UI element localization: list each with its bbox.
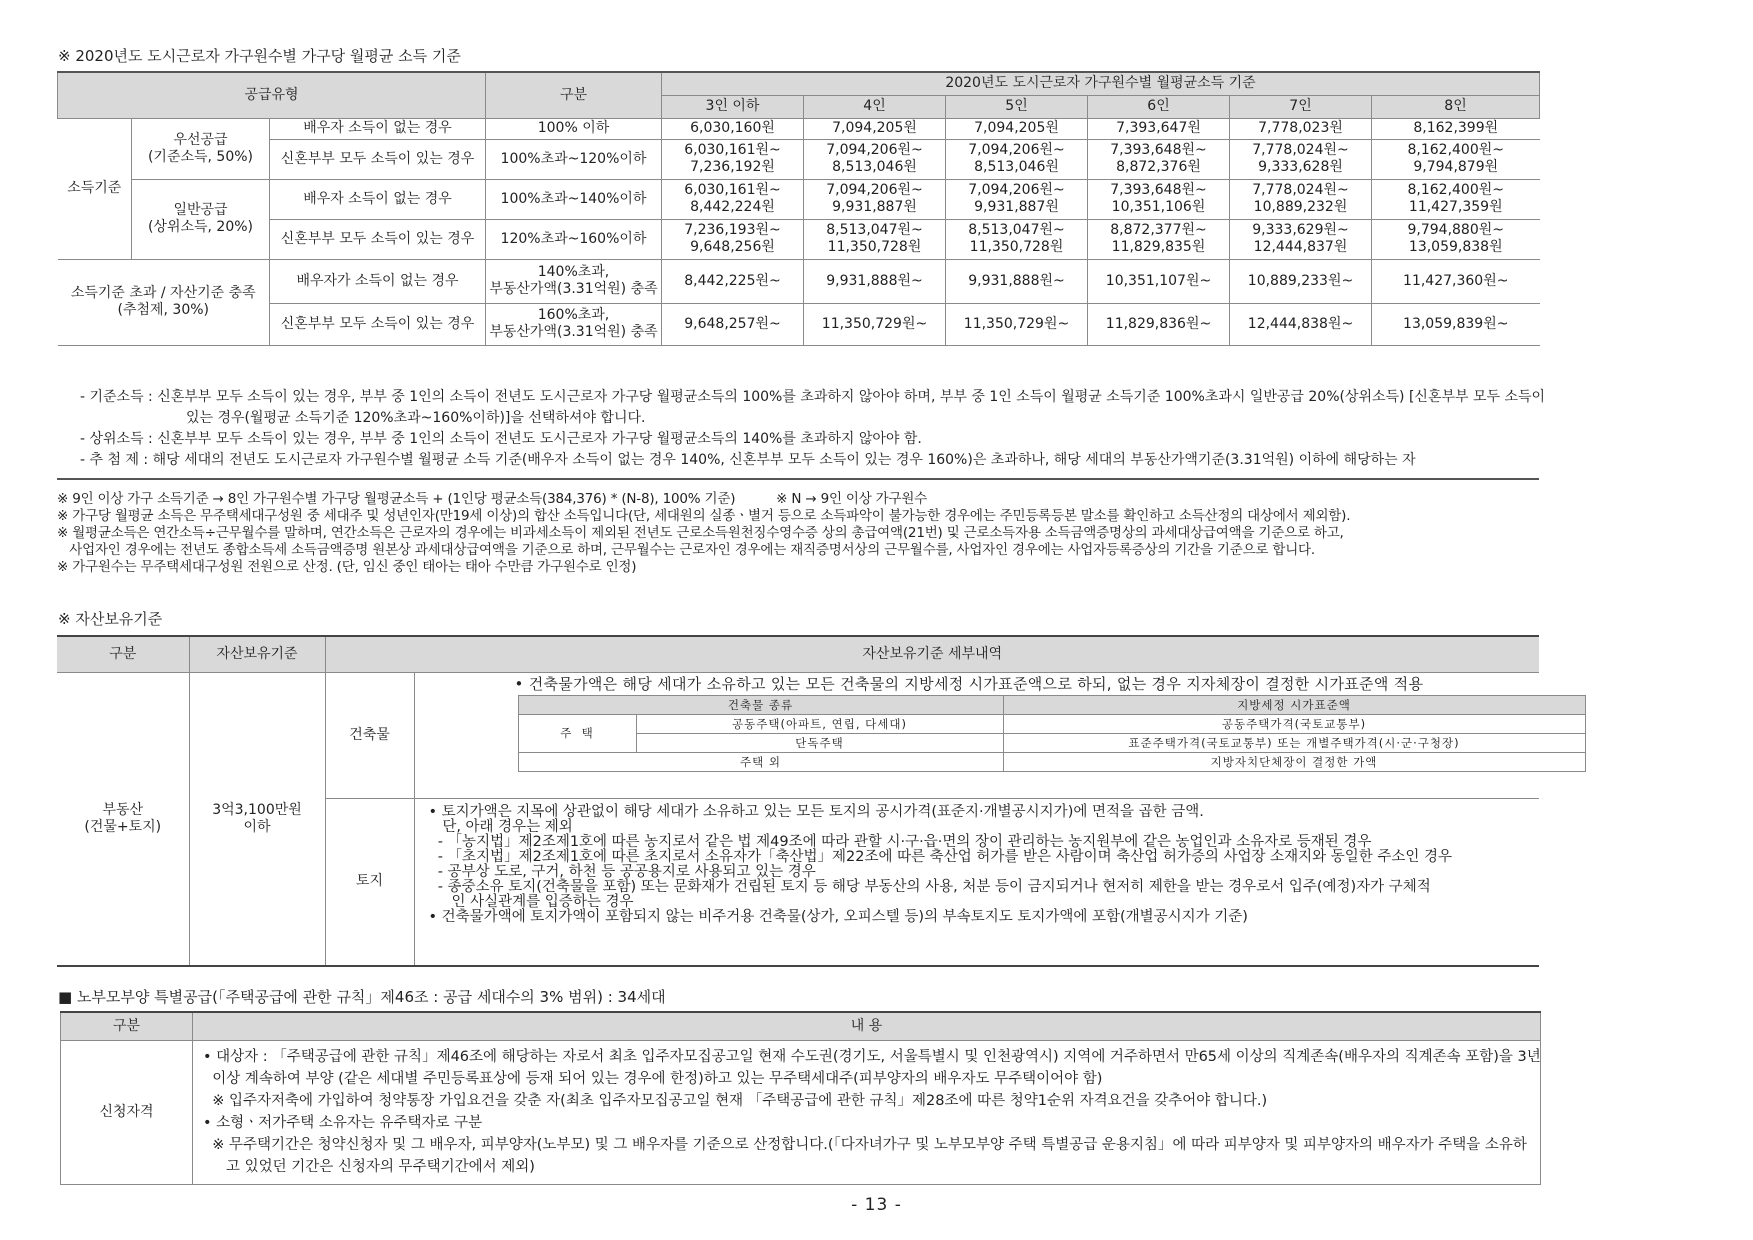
header-supply-type: 공급유형: [58, 72, 486, 118]
asset-header-category: 구분: [57, 636, 189, 672]
value-cell: 7,778,023원: [1230, 118, 1372, 139]
value-cell: 9,931,888원~: [804, 259, 946, 303]
land-line: • 토지가액은 지목에 상관없이 해당 세대가 소유하고 있는 모든 토지의 공시가격(표준지·개별공시지가)에 면적을 곱한 금액.: [428, 803, 1204, 820]
elderly-line: ※ 무주택기간은 청약신청자 및 그 배우자, 피부양자(노부모) 및 그 배우자를 기준으로 산정합니다.(「다자녀가구 및 노부모부양 주택 특별공급 운용지침」에 따라 피부양자 및 피부양자의 배우자가 주택을 소유하: [203, 1136, 1527, 1153]
range-cell: 100%초과~120%이하: [486, 139, 662, 179]
elderly-line: ※ 입주자저축에 가입하여 청약통장 가입요건을 갖춘 자(최초 입주자모집공고일 현재 「주택공급에 관한 규칙」제28조에 따른 청약1순위 자격요건을 갖추어야 합니다.): [203, 1092, 1268, 1109]
header-size: 3인 이하: [662, 95, 804, 118]
case-cell: 신혼부부 모두 소득이 있는 경우: [270, 219, 486, 259]
value-cell: 7,393,648원~ 8,872,376원: [1088, 139, 1230, 179]
elderly-header-category: 구분: [61, 1012, 193, 1040]
footnote-line: ※ 9인 이상 가구 소득기준 → 8인 가구원수별 가구당 월평균소득 + (1인당 평균소득(384,376) * (N-8), 100% 기준) ※ N → 9인 이상 가구원수: [57, 491, 928, 507]
land-line: 단, 아래 경우는 제외: [428, 818, 573, 835]
footnotes: [57, 491, 1350, 576]
elderly-line: 이상 계속하여 부양 (같은 세대별 주민등록표상에 등재 되어 있는 경우에 한정)하고 있는 무주택세대주(피부양자의 배우자도 무주택이어야 함): [203, 1070, 1103, 1087]
general-label: 일반공급 (상위소득, 20%): [132, 179, 270, 259]
elderly-content: [193, 1040, 1541, 1184]
case-cell: 신혼부부 모두 소득이 있는 경우: [270, 303, 486, 345]
priority-label: 우선공급 (기준소득, 50%): [132, 118, 270, 179]
value-cell: 9,333,629원~ 12,444,837원: [1230, 219, 1372, 259]
range-cell: 160%초과, 부동산가액(3.31억원) 충족: [486, 303, 662, 345]
range-cell: 140%초과, 부동산가액(3.31억원) 충족: [486, 259, 662, 303]
value-cell: 9,648,257원~: [662, 303, 804, 345]
value-cell: 7,094,206원~ 9,931,887원: [804, 179, 946, 219]
asset-header-detail: 자산보유기준 세부내역: [325, 636, 1539, 672]
footnote-line: ※ 가구원수는 무주택세대구성원 전원으로 산정. (단, 임신 중인 태아는 태아 수만큼 가구원수로 인정): [57, 559, 637, 575]
value-cell: 8,513,047원~ 11,350,728원: [804, 219, 946, 259]
value-cell: 9,794,880원~ 13,059,838원: [1372, 219, 1540, 259]
value-cell: 7,236,193원~ 9,648,256원: [662, 219, 804, 259]
value-cell: 7,094,206원~ 8,513,046원: [804, 139, 946, 179]
header-size: 6인: [1088, 95, 1230, 118]
header-size: 8인: [1372, 95, 1540, 118]
value-cell: 10,351,107원~: [1088, 259, 1230, 303]
inner-cell: 공동주택가격(국토교통부): [1003, 714, 1585, 733]
value-cell: 8,513,047원~ 11,350,728원: [946, 219, 1088, 259]
elderly-qualification-label: 신청자격: [61, 1040, 193, 1184]
value-cell: 6,030,160원: [662, 118, 804, 139]
value-cell: 13,059,839원~: [1372, 303, 1540, 345]
value-cell: 8,162,399원: [1372, 118, 1540, 139]
range-cell: 100% 이하: [486, 118, 662, 139]
value-cell: 7,778,024원~ 9,333,628원: [1230, 139, 1372, 179]
case-cell: 신혼부부 모두 소득이 있는 경우: [270, 139, 486, 179]
value-cell: 7,393,648원~ 10,351,106원: [1088, 179, 1230, 219]
value-cell: 7,778,024원~ 10,889,232원: [1230, 179, 1372, 219]
group-income-label: 소득기준: [58, 118, 132, 259]
value-cell: 7,094,205원: [804, 118, 946, 139]
inner-header-kind: 건축물 종류: [518, 695, 1003, 714]
land-label: 토지: [325, 798, 414, 966]
value-cell: 7,094,205원: [946, 118, 1088, 139]
realestate-label: 부동산 (건물+토지): [57, 672, 189, 966]
value-cell: 7,094,206원~ 8,513,046원: [946, 139, 1088, 179]
land-line: - 공부상 도로, 구거, 하천 등 공공용지로 사용되고 있는 경우: [428, 863, 816, 880]
income-notes: [80, 388, 1546, 472]
note-line: - 추 첨 제 : 해당 세대의 전년도 도시근로자 가구원수별 월평균 소득 기준(배우자 소득이 없는 경우 140%, 신혼부부 모두 소득이 있는 경우 160%)은 초과하나, 해당 세대의 부동산가액기준(3.31억원) 이하에 해당하는 자: [80, 452, 1416, 468]
note-line: - 상위소득 : 신혼부부 모두 소득이 있는 경우, 부부 중 1인의 소득이 전년도 도시근로자 가구당 월평균소득의 140%를 초과하지 않아야 함.: [80, 431, 922, 447]
inner-header-price: 지방세정 시가표준액: [1003, 695, 1585, 714]
header-size: 7인: [1230, 95, 1372, 118]
asset-table: [57, 635, 1539, 967]
footnote-line: 사업자인 경우에는 전년도 종합소득세 소득금액증명 원본상 과세대상급여액을 기준으로 하며, 근무월수는 근로자인 경우에는 재직증명서상의 근무월수를, 사업자인 경우에는 사업자등록증상의 기간을 기준으로 합니다.: [57, 542, 1315, 558]
value-cell: 7,094,206원~ 9,931,887원: [946, 179, 1088, 219]
value-cell: 11,829,836원~: [1088, 303, 1230, 345]
land-line: - 종중소유 토지(건축물을 포함) 또는 문화재가 건립된 토지 등 해당 부동산의 사용, 처분 등이 금지되거나 현저히 제한을 받는 경우로서 입주(예정)자가 구체적: [428, 878, 1431, 895]
case-cell: 배우자 소득이 없는 경우: [270, 118, 486, 139]
note-line: 있는 경우(월평균 소득기준 120%초과~160%이하)]을 선택하셔야 합니다.: [186, 410, 646, 426]
footnote-line: ※ 월평균소득은 연간소득÷근무월수를 말하며, 연간소득은 근로자의 경우에는 비과세소득이 제외된 전년도 근로소득원천징수영수증 상의 총급여액(21번) 및 근로소득자용 소득금액증명상의 과세대상급여액을 기준으로 하고,: [57, 525, 1344, 541]
land-line: • 건축물가액에 토지가액이 포함되지 않는 비주거용 건축물(상가, 오피스텔 등)의 부속토지도 토지가액에 포함(개별공시지가 기준): [428, 908, 1248, 925]
value-cell: 7,393,647원: [1088, 118, 1230, 139]
income-section-title: ※ 2020년도 도시근로자 가구원수별 가구당 월평균 소득 기준: [58, 47, 461, 65]
inner-cell: 주택 외: [518, 752, 1003, 771]
note-line: - 기준소득 : 신혼부부 모두 소득이 있는 경우, 부부 중 1인의 소득이 전년도 도시근로자 가구당 월평균소득의 100%를 초과하지 않아야 하며, 부부 중 1인 소득이 월평균 소득기준 100%초과시 일반공급 20%(상위소득) [신혼부부 모두 소득이: [80, 389, 1546, 405]
land-line: - 「농지법」제2조제1호에 따른 농지로서 같은 법 제49조에 따라 관할 시·구·읍·면의 장이 관리하는 농지원부에 같은 농업인과 소유자로 등재된 경우: [428, 833, 1372, 850]
building-inner-table: [518, 695, 1586, 772]
building-bullet: • 건축물가액은 해당 세대가 소유하고 있는 모든 건축물의 지방세정 시가표준액으로 하되, 없는 경우 지자체장이 결정한 시가표준액 적용: [514, 674, 1424, 693]
value-cell: 10,889,233원~: [1230, 259, 1372, 303]
asset-section-title: ※ 자산보유기준: [58, 610, 163, 628]
building-label: 건축물: [325, 672, 414, 798]
exceed-label: 소득기준 초과 / 자산기준 충족 (추첨제, 30%): [58, 259, 270, 345]
inner-house-label: 주 택: [518, 714, 636, 752]
income-table: [57, 71, 1540, 346]
footnote-line: ※ 가구당 월평균 소득은 무주택세대구성원 중 세대주 및 성년인자(만19세 이상)의 합산 소득입니다(단, 세대원의 실종ㆍ별거 등으로 소득파악이 불가능한 경우에는 주민등록등본 말소를 확인하고 소득산정의 대상에서 제외함).: [57, 508, 1351, 524]
inner-cell: 표준주택가격(국토교통부) 또는 개별주택가격(시·군·구청장): [1003, 733, 1585, 752]
value-cell: 6,030,161원~ 8,442,224원: [662, 179, 804, 219]
elderly-table: [60, 1011, 1541, 1185]
land-line: 인 사실관계를 입증하는 경우: [428, 893, 634, 910]
header-standard-title: 2020년도 도시근로자 가구원수별 월평균소득 기준: [662, 72, 1540, 95]
inner-cell: 공동주택(아파트, 연립, 다세대): [636, 714, 1003, 733]
elderly-section-title: ■ 노부모부양 특별공급(「주택공급에 관한 규칙」제46조 : 공급 세대수의 3% 범위) : 34세대: [58, 988, 666, 1006]
asset-header-standard: 자산보유기준: [189, 636, 325, 672]
value-cell: 8,162,400원~ 11,427,359원: [1372, 179, 1540, 219]
case-cell: 배우자가 소득이 없는 경우: [270, 259, 486, 303]
value-cell: 9,931,888원~: [946, 259, 1088, 303]
land-line: - 「초지법」제2조제1호에 따른 초지로서 소유자가「축산법」제22조에 따른 축산업 허가를 받은 사람이며 축산업 허가증의 사업장 소재지와 동일한 주소인 경우: [428, 848, 1453, 865]
range-cell: 100%초과~140%이하: [486, 179, 662, 219]
value-cell: 11,350,729원~: [946, 303, 1088, 345]
value-cell: 8,872,377원~ 11,829,835원: [1088, 219, 1230, 259]
land-detail: [414, 798, 1539, 966]
elderly-line: • 대상자 : 「주택공급에 관한 규칙」제46조에 해당하는 자로서 최초 입주자모집공고일 현재 수도권(경기도, 서울특별시 및 인천광역시) 지역에 거주하면서 만65세 이상의 직계존속(배우자의 직계존속 포함)을 3년: [203, 1048, 1541, 1065]
case-cell: 배우자 소득이 없는 경우: [270, 179, 486, 219]
building-detail: [414, 672, 1539, 798]
value-cell: 11,427,360원~: [1372, 259, 1540, 303]
elderly-line: 고 있었던 기간은 신청자의 무주택기간에서 제외): [203, 1158, 535, 1175]
realestate-amount: 3억3,100만원 이하: [189, 672, 325, 966]
inner-cell: 지방자치단체장이 결정한 가액: [1003, 752, 1585, 771]
page-number: - 13 -: [851, 1195, 902, 1215]
range-cell: 120%초과~160%이하: [486, 219, 662, 259]
header-size: 5인: [946, 95, 1088, 118]
divider: [57, 478, 1539, 480]
value-cell: 12,444,838원~: [1230, 303, 1372, 345]
header-size: 4인: [804, 95, 946, 118]
inner-cell: 단독주택: [636, 733, 1003, 752]
value-cell: 8,162,400원~ 9,794,879원: [1372, 139, 1540, 179]
value-cell: 8,442,225원~: [662, 259, 804, 303]
header-category: 구분: [486, 72, 662, 118]
elderly-line: • 소형ㆍ저가주택 소유자는 유주택자로 구분: [203, 1114, 483, 1131]
value-cell: 11,350,729원~: [804, 303, 946, 345]
elderly-header-content: 내 용: [193, 1012, 1541, 1040]
value-cell: 6,030,161원~ 7,236,192원: [662, 139, 804, 179]
